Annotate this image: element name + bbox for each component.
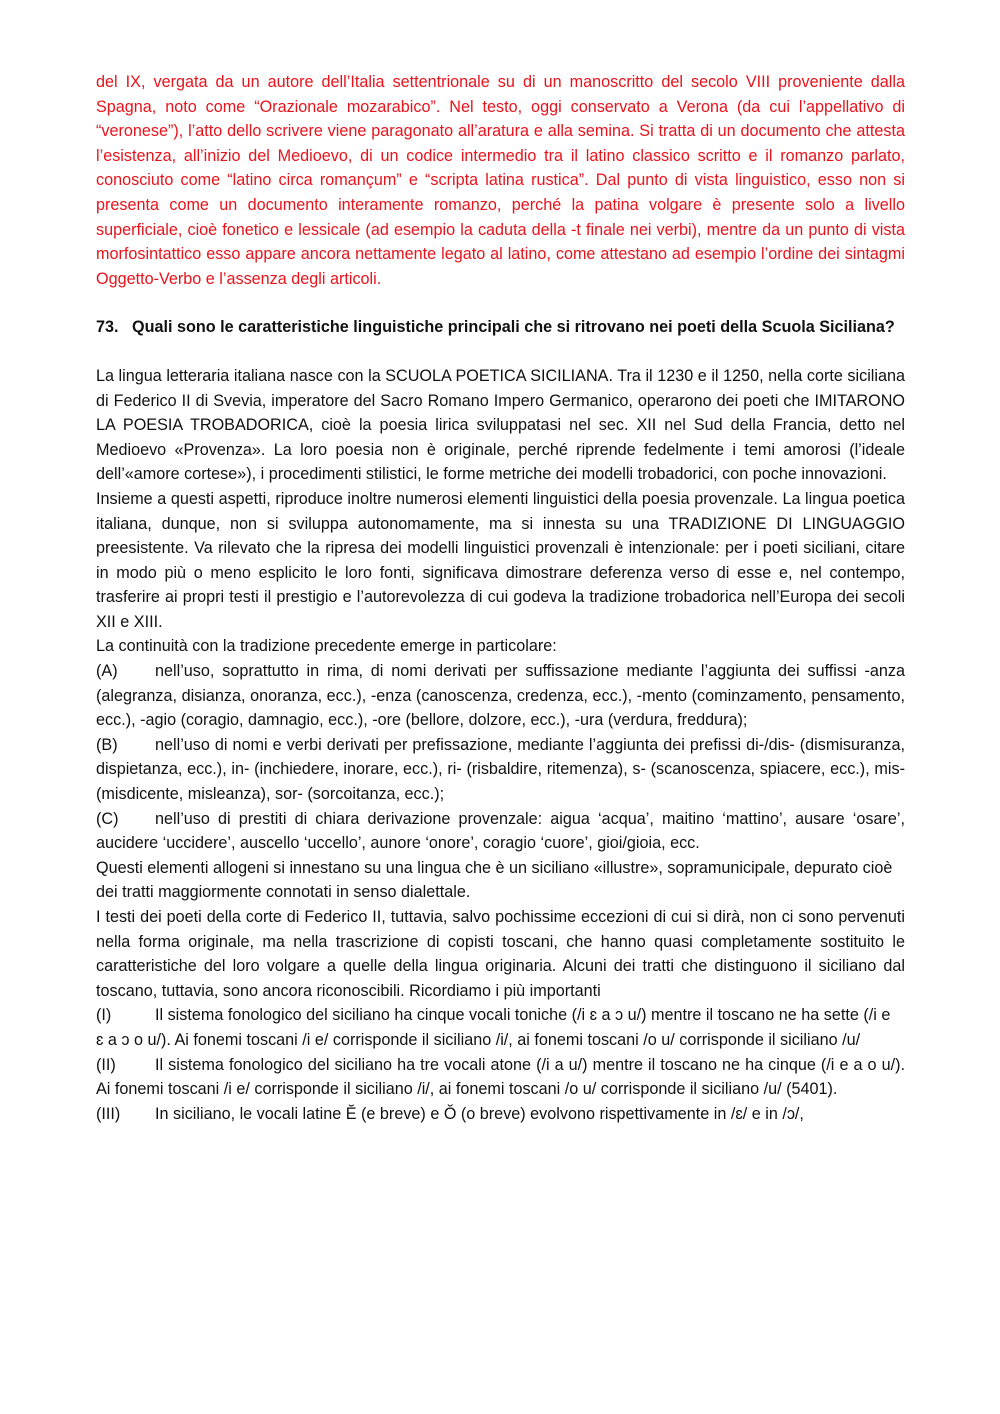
intro-paragraph: del IX, vergata da un autore dell’Italia settentrionale su di un manoscritto del secolo VIII proveniente dalla Spagna, noto come “Orazionale mozarabico”. Nel testo, oggi conservato a Verona (da cui l’appellativo di “veronese”), l’atto dello scrivere viene paragonato all’aratura e alla semina. Si tratta di un documento che attesta l’esistenza, all’inizio del Medioevo, di un codice intermedio tra il latino classico scritto e il romanzo parlato, conosciuto come “latino circa romançum” e “scripta latina rustica”. Dal punto di vista linguistico, esso non si presenta come un documento interamente romanzo, perché la patina volgare è presente solo a livello superficiale, cioè fonetico e lessicale (ad esempio la caduta della -t finale nei verbi), mentre da un punto di vista morfosintattico esso appare ancora nettamente legato al latino, come attestano ad esempio l’ordine dei sintagmi Oggetto-Verbo e l’assenza degli articoli. [96,73,905,288]
paragraph-4: Questi elementi allogeni si innestano su una lingua che è un siciliano «illustre», sopramunicipale, depurato cioè dei tratti maggiormente connotati in senso dialettale. [96,858,893,902]
list-text-b: nell’uso di nomi e verbi derivati per prefissazione, mediante l’aggiunta dei prefissi di-/dis- (dismisuranza, dispietanza, ecc.), in- (inchiedere, inorare, ecc.), ri- (risbaldire, ritemenza), s- (scanoscenza, spiacere, ecc.), mis- (misdicente, misleanza), sor- (sorcoitanza, ecc.); [96,735,905,804]
list-label-a: (A) [96,662,118,681]
paragraph-1: La lingua letteraria italiana nasce con la SCUOLA POETICA SICILIANA. Tra il 1230 e il 1250, nella corte siciliana di Federico II di Svevia, imperatore del Sacro Romano Impero Germanico, operarono dei poeti che IMITARONO LA POESIA TROBADORICA, cioè la poesia lirica sviluppatasi nel sec. XII nel Sud della Francia, detto nel Medioevo «Provenza». La loro poesia non è originale, perché riprende fedelmente i temi amorosi (l’ideale dell’«amore cortese»), i procedimenti stilistici, le forme metriche dei modelli trobadorici, con poche innovazioni. [96,366,905,484]
list-item-b [96,733,905,807]
paragraph-3: La continuità con la tradizione precedente emerge in particolare: [96,637,557,656]
list-label-i: (I) [96,1006,112,1025]
list-item-a [96,659,905,733]
list-item-i [96,1003,905,1028]
question-number: 73. [96,318,119,337]
list-label-b: (B) [96,735,118,754]
question-heading [96,315,905,340]
document-page [96,70,905,1126]
paragraph-2: Insieme a questi aspetti, riproduce inoltre numerosi elementi linguistici della poesia provenzale. La lingua poetica italiana, dunque, non si sviluppa autonomamente, ma si innesta su una TRADIZIONE DI LINGUAGGIO preesistente. Va rilevato che la ripresa dei modelli linguistici provenzali è intenzionale: per i poeti siciliani, citare in modo più o meno esplicito le loro fonti, significava dimostrare deferenza verso di esse e, nel contempo, trasferire ai propri testi il prestigio e l’autorevolezza di cui godeva la tradizione trobadorica nell’Europa dei secoli XII e XIII. [96,489,905,631]
list-text-i-1: Il sistema fonologico del siciliano ha cinque vocali toniche (/i ɛ a ɔ u/) mentre il toscano ne ha sette (/i e [155,1006,891,1025]
list-text-iii: In siciliano, le vocali latine Ĕ (e breve) e Ŏ (o breve) evolvono rispettivamente in /ɛ/ e in /ɔ/, [155,1104,804,1123]
list-text-ii: Il sistema fonologico del siciliano ha tre vocali atone (/i a u/) mentre il toscano ne ha cinque (/i e a o u/). Ai fonemi toscani /i e/ corrisponde il siciliano /i/, ai fonemi toscani /o u/ corrisponde il siciliano /u/ (5401). [96,1055,905,1099]
list-item-i-continued: ɛ a ɔ o u/). Ai fonemi toscani /i e/ corrisponde il siciliano /i/, ai fonemi toscani /o u/ corrisponde il siciliano /u/ [96,1030,861,1049]
list-item-iii [96,1102,905,1127]
list-label-c: (C) [96,809,119,828]
list-item-ii [96,1053,905,1102]
list-item-c [96,807,905,856]
spacer [96,340,905,364]
question-text: Quali sono le caratteristiche linguistiche principali che si ritrovano nei poeti della Scuola Siciliana? [132,318,895,337]
list-label-iii: (III) [96,1104,121,1123]
list-label-ii: (II) [96,1055,116,1074]
paragraph-5: I testi dei poeti della corte di Federico II, tuttavia, salvo pochissime eccezioni di cui si dirà, non ci sono pervenuti nella forma originale, ma nella trascrizione di copisti toscani, che hanno quasi completamente sostituito le caratteristiche del loro volgare a quelle della lingua originaria. Alcuni dei tratti che distinguono il siciliano dal toscano, tuttavia, sono ancora riconoscibili. Ricordiamo i più importanti [96,908,905,1000]
list-text-a: nell’uso, soprattutto in rima, di nomi derivati per suffissazione mediante l’aggiunta dei suffissi -anza (alegranza, disianza, onoranza, ecc.), -enza (canoscenza, credenza, ecc.), -mento (cominzamento, pensamento, ecc.), -agio (coragio, damnagio, ecc.), -ore (bellore, dolzore, ecc.), -ura (verdura, freddura); [96,662,905,730]
list-text-c: nell’uso di prestiti di chiara derivazione provenzale: aigua ‘acqua’, maitino ‘mattino’, ausare ‘osare’, aucidere ‘uccidere’, auscello ‘uccello’, aunore ‘onore’, coragio ‘cuore’, gioi/gioia, ecc. [96,809,905,853]
